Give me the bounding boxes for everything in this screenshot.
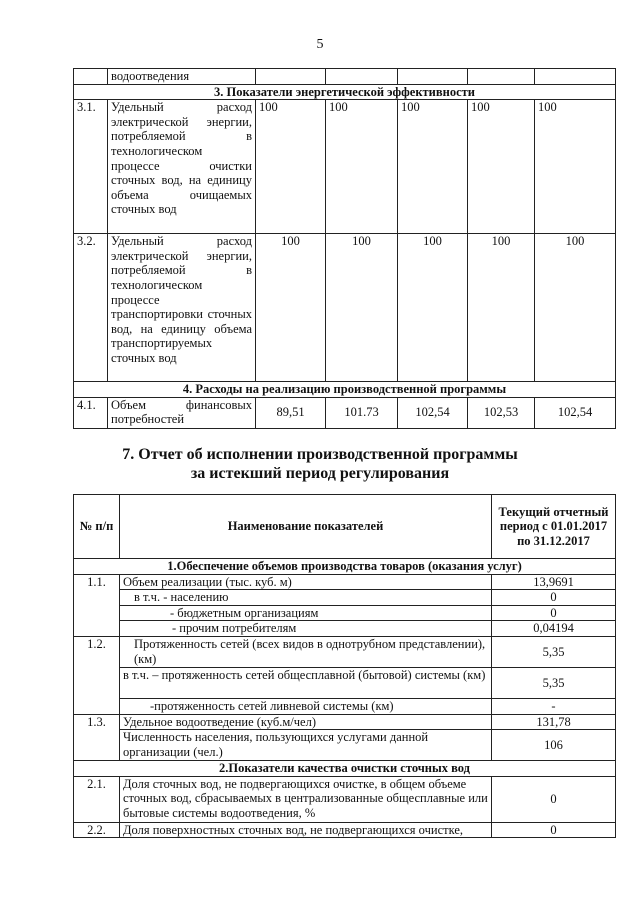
value-cell: 89,51 (256, 397, 326, 428)
section-1-title: 1.Обеспечение объемов производства товаров (оказания услуг) (74, 559, 616, 575)
value-cell: 0,04194 (492, 621, 616, 637)
table-row (74, 698, 616, 714)
table-row (74, 621, 616, 637)
row-number: 1.3. (74, 714, 120, 730)
column-header-name: Наименование показателей (120, 495, 492, 559)
value-cell: 102,54 (535, 397, 616, 428)
table-cell (74, 69, 108, 85)
column-header-number: № п/п (74, 495, 120, 559)
table-row (74, 776, 616, 822)
table-row (74, 234, 616, 382)
section-2-title: 2.Показатели качества очистки сточных вод (74, 761, 616, 777)
table-header (74, 495, 616, 559)
row-name: в т.ч. - населению (120, 590, 492, 606)
row-name: Объем финансовых потребностей (108, 397, 256, 428)
value-cell: 100 (398, 100, 468, 234)
section-heading (0, 445, 640, 483)
value-cell: 106 (492, 730, 616, 761)
page-number: 5 (316, 37, 324, 52)
efficiency-table (73, 68, 616, 429)
table-row (74, 822, 616, 838)
row-number: 3.1. (74, 100, 108, 234)
row-number: 3.2. (74, 234, 108, 382)
table-row (74, 714, 616, 730)
heading-line-2: за истекший период регулирования (190, 465, 450, 482)
row-number: 2.2. (74, 822, 120, 838)
value-cell: - (492, 698, 616, 714)
table-row (74, 636, 616, 667)
row-number: 4.1. (74, 397, 108, 428)
row-name: Удельный расход электрической энергии, потребляемой в технологическом процессе очистки сточных вод, на единицу объема очищаемых сточных вод (108, 100, 256, 234)
value-cell: 100 (326, 100, 398, 234)
value-cell: 100 (326, 234, 398, 382)
table-row (74, 574, 616, 590)
table-row (74, 590, 616, 606)
report-table (73, 494, 616, 838)
value-cell: 100 (468, 100, 535, 234)
value-cell: 102,53 (468, 397, 535, 428)
table-row (74, 100, 616, 234)
table-row (74, 605, 616, 621)
value-cell: 0 (492, 605, 616, 621)
table-row (74, 397, 616, 428)
row-name: - прочим потребителям (120, 621, 492, 637)
row-name: Удельное водоотведение (куб.м/чел) (120, 714, 492, 730)
section-4-title: 4. Расходы на реализацию производственной программы (74, 382, 616, 398)
row-name: Объем реализации (тыс. куб. м) (120, 574, 492, 590)
row-name: -протяженность сетей ливневой системы (км) (120, 698, 492, 714)
value-cell: 100 (535, 234, 616, 382)
row-name: Доля поверхностных сточных вод, не подвергающихся очистке, (120, 822, 492, 838)
value-cell: 0 (492, 590, 616, 606)
value-cell: 5,35 (492, 667, 616, 698)
value-cell: 13,9691 (492, 574, 616, 590)
value-cell: 131,78 (492, 714, 616, 730)
row-name: Численность населения, пользующихся услугами данной организации (чел.) (120, 730, 492, 761)
row-name: Удельный расход электрической энергии, потребляемой в технологическом процессе транспортировки сточных вод, на единицу объема транспортируемых сточных вод (108, 234, 256, 382)
row-name: в т.ч. – протяженность сетей общесплавной (бытовой) системы (км) (120, 667, 492, 698)
row-name: Доля сточных вод, не подвергающихся очистке, в общем объеме сточных вод, сбрасываемых в централизованные общесплавные или бытовые системы водоотведения, % (120, 776, 492, 822)
value-cell: 101.73 (326, 397, 398, 428)
row-number: 1.1. (74, 574, 120, 590)
row-name: - бюджетным организациям (120, 605, 492, 621)
value-cell: 5,35 (492, 636, 616, 667)
table-row (74, 730, 616, 761)
row-number: 1.2. (74, 636, 120, 667)
value-cell: 100 (256, 234, 326, 382)
row-number: 2.1. (74, 776, 120, 822)
section-3-title: 3. Показатели энергетической эффективности (74, 84, 616, 100)
value-cell: 100 (535, 100, 616, 234)
value-cell: 100 (398, 234, 468, 382)
table-row (74, 667, 616, 698)
continuation-label: водоотведения (108, 69, 256, 85)
heading-line-1: 7. Отчет об исполнении производственной программы (122, 446, 518, 463)
value-cell: 0 (492, 822, 616, 838)
value-cell: 100 (256, 100, 326, 234)
value-cell: 0 (492, 776, 616, 822)
column-header-period: Текущий отчетный период с 01.01.2017 по 31.12.2017 (492, 495, 616, 559)
value-cell: 100 (468, 234, 535, 382)
value-cell: 102,54 (398, 397, 468, 428)
row-name: Протяженность сетей (всех видов в однотрубном представлении), (км) (120, 636, 492, 667)
